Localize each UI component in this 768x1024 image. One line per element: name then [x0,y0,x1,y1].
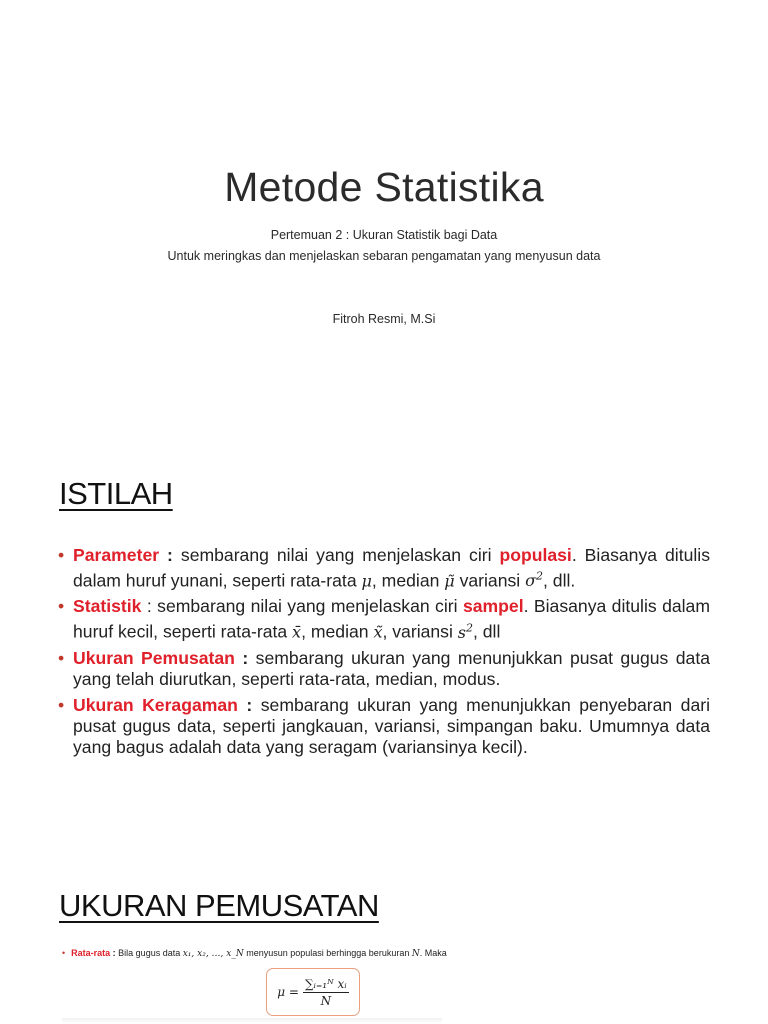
cutoff-text-line [62,1018,442,1024]
bullet-ukuran-keragaman: • Ukuran Keragaman : sembarang ukuran yang menunjukkan penyebaran dari pusat gugus data, seperti jangkauan, variansi, simpangan baku. Umumnya data yang bagus adalah data yang seragam (variansinya kecil). [58,695,710,758]
bullet-dot-icon: • [62,948,66,958]
mean-formula [266,968,360,1016]
bullet-rata-rata: • Rata-rata : Bila gugus data x₁, x₂, …, x_N menyusun populasi berhingga berukuran N. Maka [62,948,447,959]
title-slide [0,0,768,440]
bullet-ukuran-pemusatan: • Ukuran Pemusatan : sembarang ukuran yang menunjukkan pusat gugus data yang telah diurutkan, seperti rata-rata, median, modus. [58,648,710,690]
subtitle-purpose: Untuk meringkas dan menjelaskan sebaran pengamatan yang menyusun data [167,249,601,263]
term-statistik: Statistik [73,596,142,617]
bullet-statistik: • Statistik : sembarang nilai yang menjelaskan ciri sampel. Biasanya ditulis dalam huruf kecil, seperti rata-rata x̄, median x̃, variansi $s^2$, dll [58,596,710,642]
subtitle-meeting: Pertemuan 2 : Ukuran Statistik bagi Data [270,228,498,242]
keyword-populasi: populasi [499,545,572,565]
symbol-x-sequence: x₁, x₂, …, x_N [182,949,244,959]
term-parameter: Parameter [73,545,160,565]
formula-fraction [303,977,349,1008]
term-ukuran-pemusatan: Ukuran Pemusatan [73,647,235,668]
keyword-sampel: sampel [462,596,524,617]
term-ukuran-keragaman: Ukuran Keragaman [73,694,238,715]
symbol-mu: μ [361,571,372,591]
formula-denominator: N [320,993,332,1008]
formula-numerator: ∑ᵢ₌₁ᴺ xᵢ [304,976,347,991]
symbol-s-squared: $s^2$ [457,621,473,642]
symbol-sigma: $\sigma^2$ [525,570,544,591]
istilah-bullet-list [58,545,710,763]
presentation-title: Metode Statistika [224,164,544,210]
symbol-N: N [411,949,420,959]
bullet-parameter: • Parameter : sembarang nilai yang menjelaskan ciri populasi. Biasanya ditulis dalam huruf yunani, seperti rata-rata μ, median μ̃ variansi $\sigma^2$, dll. [58,545,710,591]
symbol-x-bar: x̄ [292,622,302,642]
formula-lhs: μ = [277,985,299,999]
symbol-mu-tilde: μ̃ [444,571,455,591]
ukuran-pemusatan-heading: UKURAN PEMUSATAN [59,888,379,923]
symbol-x-tilde: x̃ [373,622,383,642]
term-rata-rata: Rata-rata [71,948,111,958]
author-name: Fitroh Resmi, M.Si [332,312,436,326]
istilah-heading: ISTILAH [59,476,173,511]
